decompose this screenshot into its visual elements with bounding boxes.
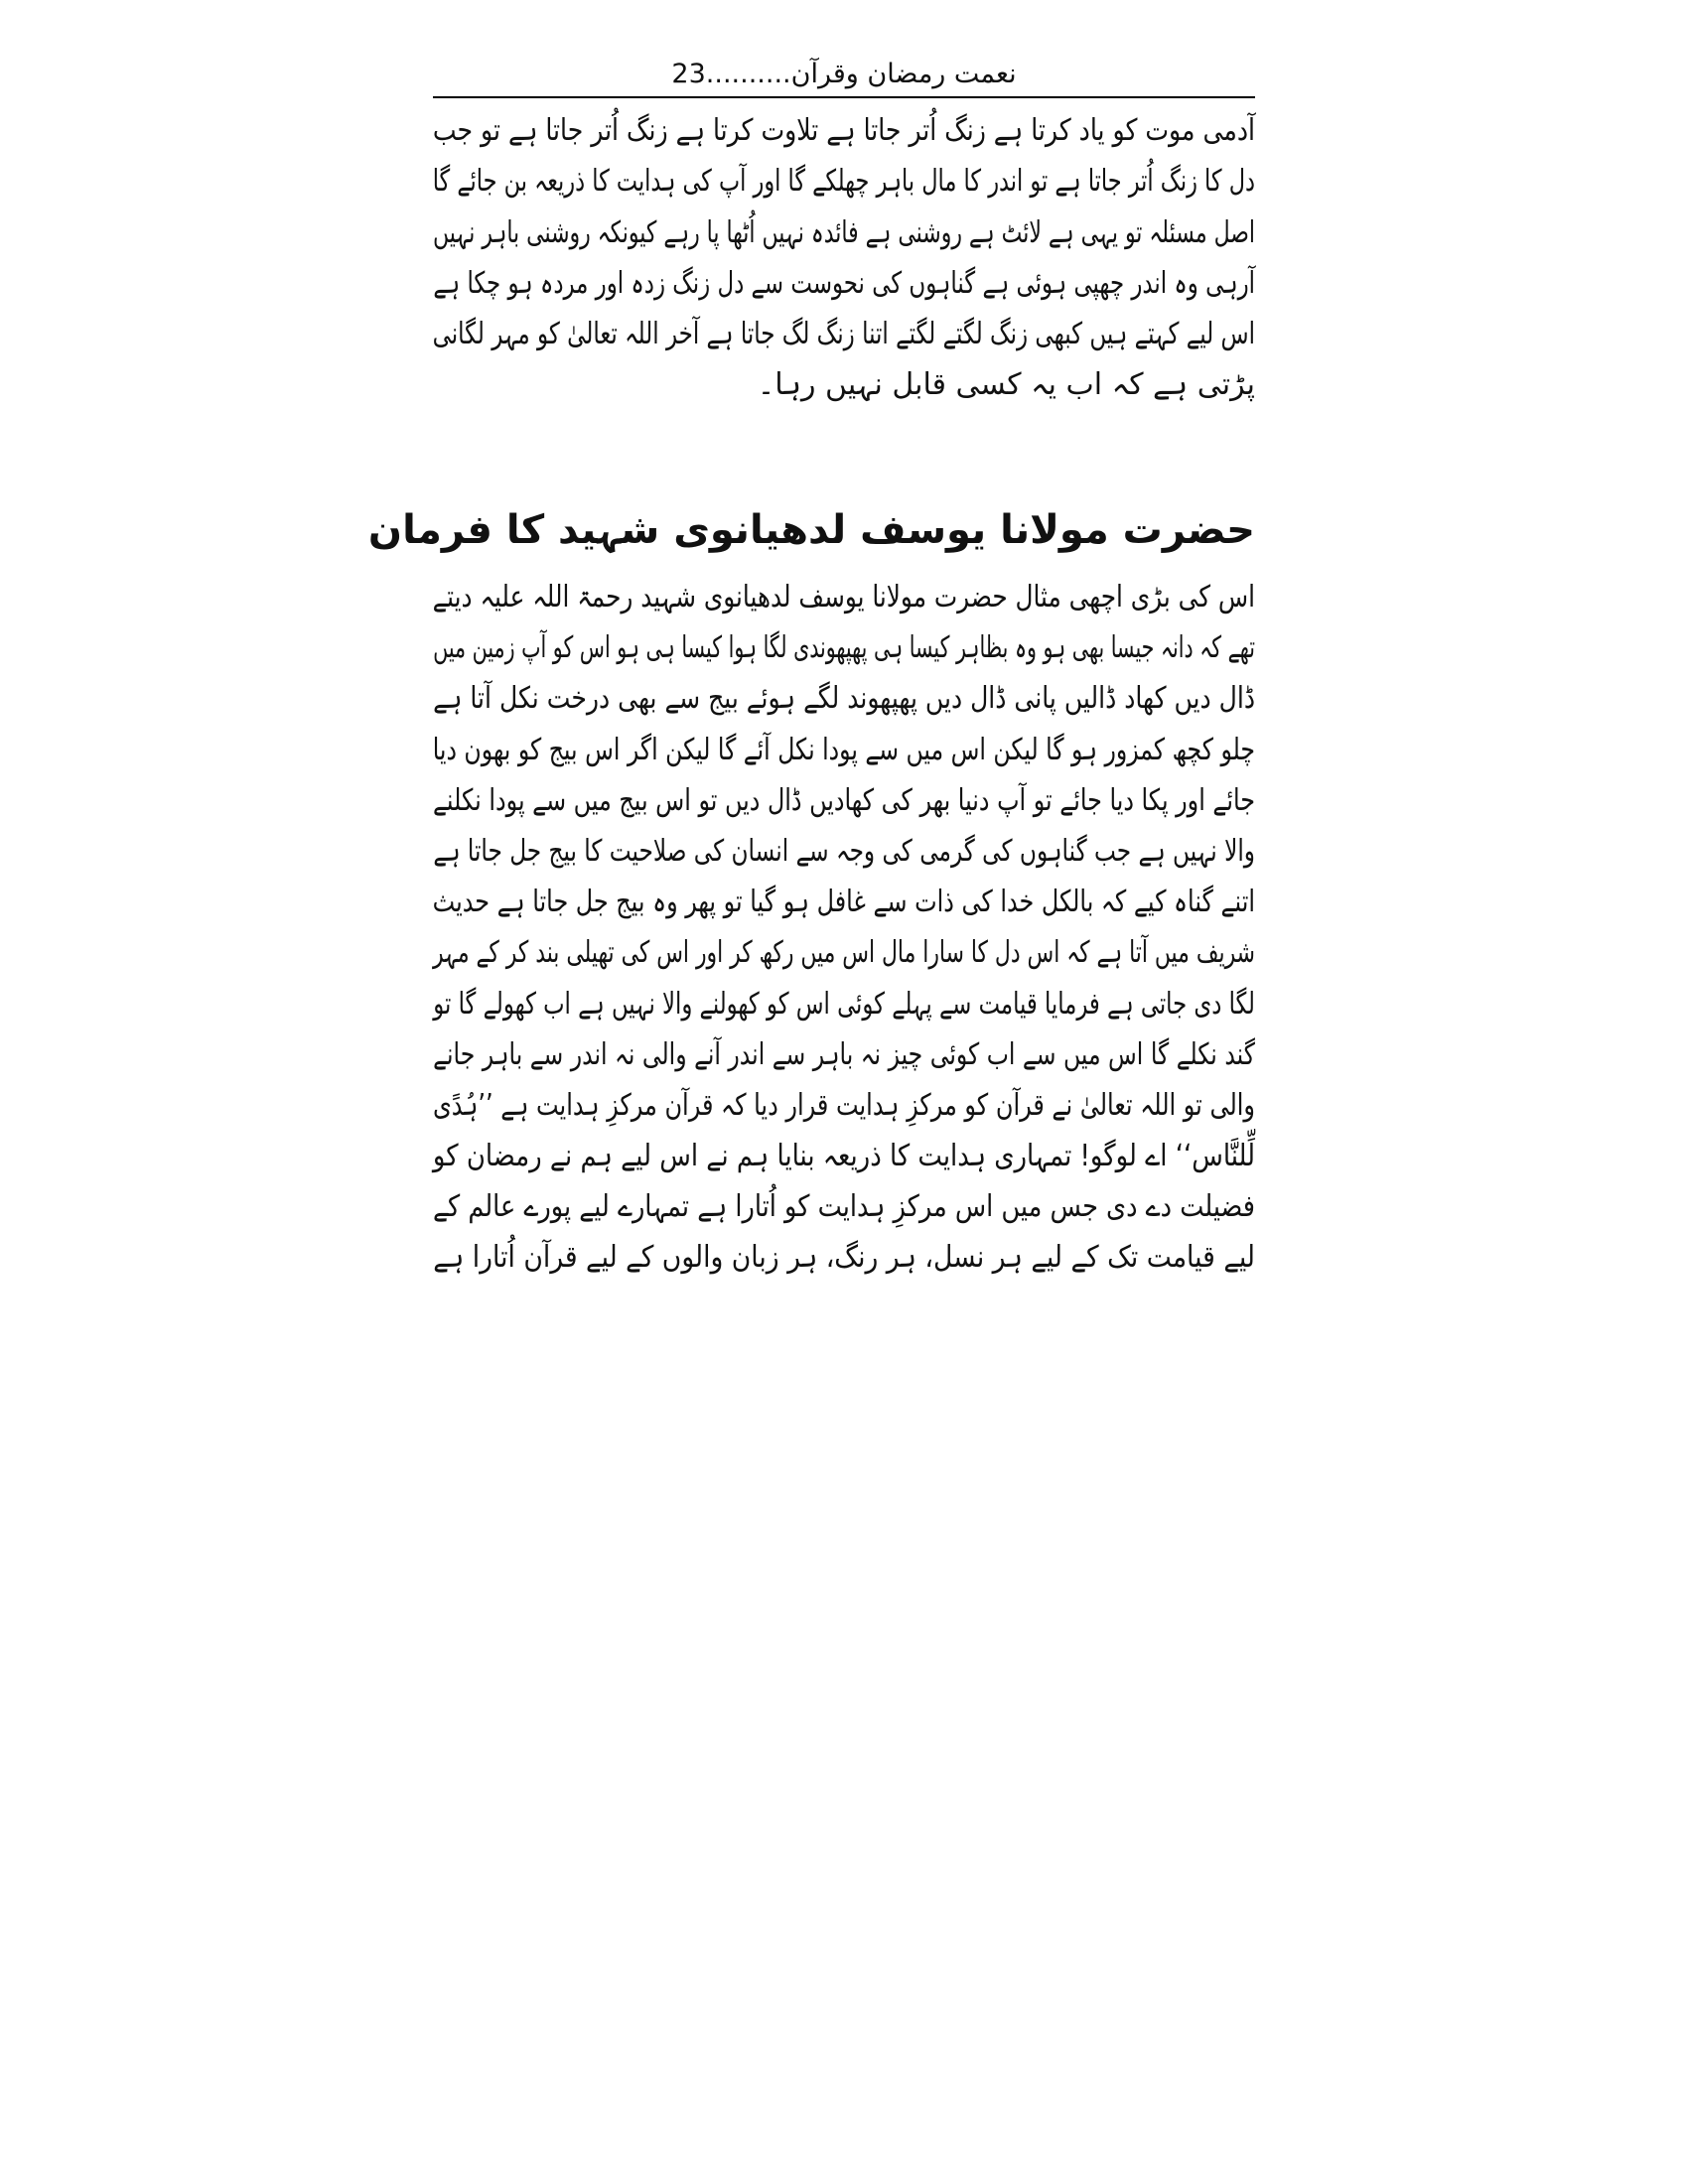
text-line: لِّلنَّاس‘‘ اے لوگو! تمہاری ہدایت کا ذریعہ بنایا ہم نے اس لیے ہم نے رمضان کو <box>432 1139 1255 1174</box>
book-title: نعمت رمضان وقرآن <box>790 59 1017 89</box>
text-line: اصل مسئلہ تو یہی ہے لائٹ ہے روشنی ہے فائدہ نہیں اُٹھا پا رہے کیونکہ روشنی باہر نہیں <box>432 214 1255 250</box>
text-line: پڑتی ہے کہ اب یہ کسی قابل نہیں رہا۔ <box>757 367 1255 403</box>
page-number: 23 <box>671 59 706 89</box>
text-line: لگا دی جاتی ہے فرمایا قیامت سے پہلے کوئی اس کو کھولنے والا نہیں ہے اب کھولے گا تو <box>433 986 1255 1022</box>
text-line: آرہی وہ اندر چھپی ہوئی ہے گناہوں کی نحوست سے دل زنگ زدہ اور مردہ ہو چکا ہے <box>433 265 1255 301</box>
header-dots: .......... <box>705 59 791 89</box>
section-heading: حضرت مولانا یوسف لدھیانوی شہید کا فرمان <box>367 507 1255 553</box>
header-rule <box>433 96 1255 98</box>
text-line: آدمی موت کو یاد کرتا ہے زنگ اُتر جاتا ہے تلاوت کرتا ہے زنگ اُتر جاتا ہے تو جب <box>432 113 1255 148</box>
text-line: تھے کہ دانہ جیسا بھی ہو وہ بظاہر کیسا ہی پھپھوندی لگا ہوا کیسا ہی ہو اس کو آپ زمین میں <box>433 630 1255 666</box>
text-line: ڈال دیں کھاد ڈالیں پانی ڈال دیں پھپھوند لگے ہوئے بیج سے بھی درخت نکل آتا ہے <box>433 681 1255 717</box>
text-line: اتنے گناہ کیے کہ بالکل خدا کی ذات سے غافل ہو گیا تو پھر وہ بیج جل جاتا ہے حدیث <box>432 885 1255 920</box>
text-line: جائے اور پکا دیا جائے تو آپ دنیا بھر کی کھادیں ڈال دیں تو اس بیج میں سے پودا نکلنے <box>432 782 1255 818</box>
text-line: اس کی بڑی اچھی مثال حضرت مولانا یوسف لدھیانوی شہید رحمۃ اللہ علیہ دیتے <box>432 580 1256 614</box>
text-line: فضیلت دے دی جس میں اس مرکزِ ہدایت کو اُتارا ہے تمہارے لیے پورے عالم کے <box>432 1189 1255 1225</box>
paragraph-1 <box>433 105 1255 411</box>
text-line: شریف میں آتا ہے کہ اس دل کا سارا مال اس میں رکھ کر اور اس کی تھیلی بند کر کے مہر <box>432 935 1256 971</box>
text-line: اس لیے کہتے ہیں کبھی زنگ لگتے لگتے اتنا زنگ لگ جاتا ہے آخر اللہ تعالیٰ کو مہر لگانی <box>432 317 1255 352</box>
text-line: والا نہیں ہے جب گناہوں کی گرمی کی وجہ سے انسان کی صلاحیت کا بیج جل جاتا ہے <box>433 833 1255 869</box>
text-line: چلو کچھ کمزور ہو گا لیکن اس میں سے پودا نکل آئے گا لیکن اگر اس بیج کو بھون دیا <box>432 732 1255 767</box>
text-line: دل کا زنگ اُتر جاتا ہے تو اندر کا مال باہر چھلکے گا اور آپ کی ہدایت کا ذریعہ بن جائے گا <box>432 164 1255 200</box>
text-line: گند نکلے گا اس میں سے اب کوئی چیز نہ باہر سے اندر آنے والی نہ اندر سے باہر جانے <box>433 1036 1255 1072</box>
paragraph-2 <box>433 572 1255 1284</box>
text-line: والی تو اللہ تعالیٰ نے قرآن کو مرکزِ ہدایت قرار دیا کہ قرآن مرکزِ ہدایت ہے ’’ہُدًی <box>433 1087 1256 1123</box>
text-line: لیے قیامت تک کے لیے ہر نسل، ہر رنگ، ہر زبان والوں کے لیے قرآن اُتارا ہے <box>433 1240 1255 1276</box>
running-header <box>433 58 1255 91</box>
